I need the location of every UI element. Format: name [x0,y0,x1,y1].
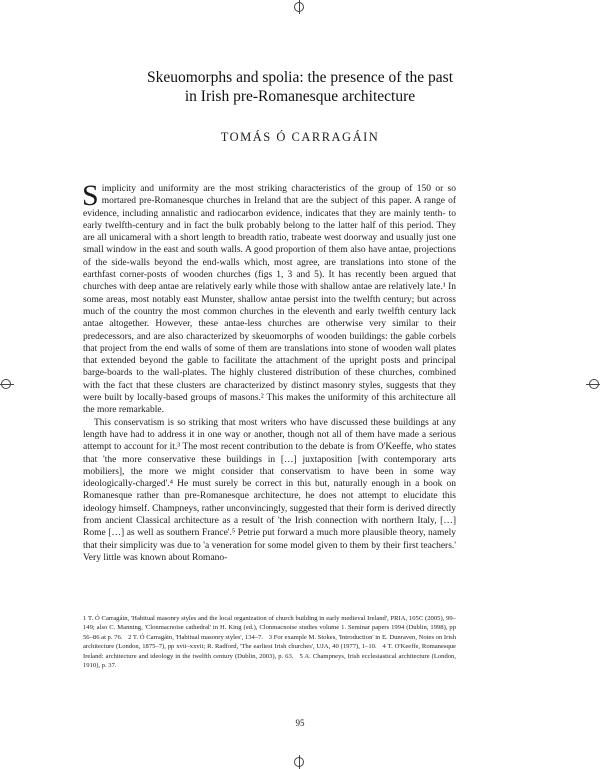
footnote-3: 3 For example M. Stokes, 'Introduction' in E. Dunraven, Notes on Irish architecture (London, 1875–7), pp xvii–xxvii; R. Radford, 'The earliest Irish churches', UJA, 40 (1977), 1–10. [83,633,457,651]
footnote-4: 4 T. O'Keeffe, Romanesque Ireland: architecture and ideology in the twelfth century (Dublin, 2003), p. 63. [83,643,456,660]
footnote-5: 5 A. Champneys, Irish ecclesiastical architecture (London, 1910), p. 37. [83,652,456,670]
crop-mark-top [299,0,300,14]
crop-mark-bottom [299,755,300,769]
title-line-1: Skeuomorphs and spolia: the presence of the past [146,69,454,86]
footnote-2: 2 T. Ó Carragáin, 'Habitual masonry styles', 134–7. [128,633,264,641]
paragraph-2: This conservatism is so striking that most writers who have discussed these buildings at any length have had to address it in one way or another, though not all of them have made a serious attempt to account for it.³ The most recent contribution to the debate is from O'Keeffe, who states that 'the more conservative these buildings in […] juxtaposition [with contemporary arts mobiliers], the more we might consider that conservatism to have been in some way ideologically-charged'.⁴ He must surely be correct in this but, naturally enough in a book on Romanesque rather than pre-Romanesque architecture, he does not attempt to elucidate this ideology himself. Champneys, rather unconvincingly, suggested that their form is derived directly from ancient Classical architecture as a result of 'the Irish connection with northern Italy, […] Rome […] as well as southern France'.⁵ Petrie put forward a much more plausible theory, namely that their simplicity was due to 'a veneration for some model given to them by their first teachers.' Very little was known about Romano- [83,417,456,563]
paragraph-1 [82,179,456,417]
drop-cap: S [82,179,99,212]
body-text [82,179,456,564]
crop-mark-left [0,384,14,385]
title-line-2: in Irish pre-Romanesque architecture [184,88,416,105]
paragraph-1-text: implicity and uniformity are the most striking characteristics of the group of 150 or so mortared pre-Romanesque churches in Ireland that are the subject of this paper. A range of evidence, including annalistic and radiocarbon evidence, indicates that they are mainly tenth- to early twelfth-century and in fact the bulk probably belong to the latter half of this period. They are all unicameral with a short length to breadth ratio, trabeate west doorway and usually just one small window in the east and south walls. A good proportion of them also have antae, projections of the side-walls beyond the end-walls which, most agree, are translations into stone of the earthfast corner-posts of wooden churches (figs 1, 3 and 5). It has recently been argued that churches with deep antae are relatively early while those with shallow antae are relatively late.¹ In some areas, most notably east Munster, shallow antae persist into the twelfth century; but across much of the country the most common churches in the eleventh and early twelfth century lack antae altogether. However, these antae-less churches are otherwise very similar to their predecessors, and are also characterized by skeuomorphs of wooden buildings: the gable corbels that project from the end walls of some of them are translations into stone of wooden wall plates that extended beyond the gable to facilitate the attachment of the upright posts and principal barge-boards to the wall-plates. The highly clustered distribution of these churches, combined with the fact that these clusters are characterized by distinct masonry styles, suggests that they were built by locally-based groups of masons.² This makes the uniformity of this architecture all the more remarkable. [83,184,456,416]
footnotes [83,614,456,670]
author-name: TOMÁS Ó CARRAGÁIN [220,130,380,144]
footnote-1: 1 T. Ó Carragáin, 'Habitual masonry styles and the local organization of church building in early medieval Ireland', PRIA, 105C (2005), 99–149; also C. Manning, 'Clonmacnoise cathedral' in H. King (ed.), Clonmacnoise studies volume 1. Seminar papers 1994 (Dublin, 1998), pp 56–86 at p. 76. [83,615,456,641]
article-title [0,68,600,106]
page-number: 95 [295,718,305,728]
crop-mark-right [586,384,600,385]
